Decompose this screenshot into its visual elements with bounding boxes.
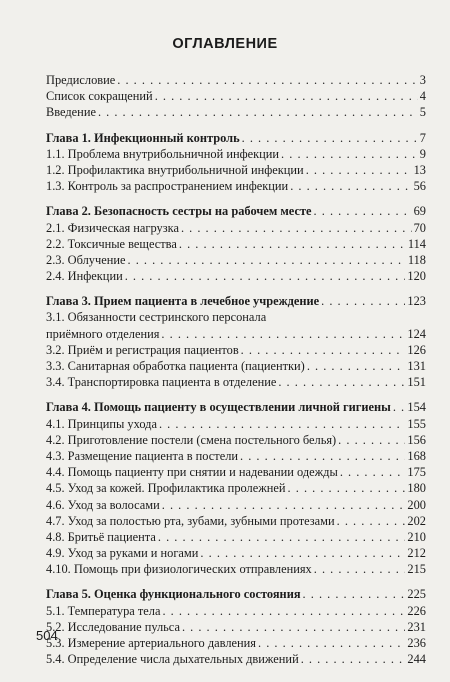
toc-entry-page: 3 [419, 73, 426, 87]
toc-entry-label: 1.1. Проблема внутрибольничной инфекции [46, 146, 280, 161]
toc-entry-page: 155 [407, 416, 426, 431]
toc-entry-label: 2.3. Облучение [46, 252, 126, 267]
toc-row [46, 268, 426, 284]
toc-leader-dots [158, 529, 406, 545]
toc-row [46, 236, 426, 252]
toc-entry-page: 120 [407, 269, 426, 284]
toc-row [46, 358, 426, 374]
toc-leader-dots [240, 448, 405, 464]
page-number: 504 [36, 628, 58, 643]
toc-entry-label: 2.1. Физическая нагрузка [46, 220, 179, 235]
toc-leader-dots [278, 374, 405, 390]
toc-entry-label: 4.2. Приготовление постели (смена постельного белья) [46, 432, 337, 447]
toc-entry-label: 5.2. Исследование пульса [46, 619, 180, 634]
toc-row [46, 619, 426, 635]
toc-leader-dots [314, 561, 406, 577]
toc-entry-label: 3.3. Санитарная обработка пациента (пациентки) [46, 359, 305, 373]
toc-entry-page: 131 [407, 359, 426, 373]
toc-row [46, 88, 426, 104]
toc-leader-dots [181, 220, 412, 236]
toc-row [46, 178, 426, 194]
toc-entry-page: 244 [407, 652, 426, 667]
toc-entry-page: 202 [407, 513, 426, 528]
toc-row [46, 72, 426, 88]
toc-entry-label: Глава 2. Безопасность сестры на рабочем месте [46, 204, 312, 219]
toc-entry-label: 5.1. Температура тела [46, 603, 161, 618]
toc-entry-label: 4.1. Принципы ухода [46, 416, 157, 431]
toc-leader-dots [159, 416, 405, 432]
toc-entry-page: 175 [407, 465, 426, 480]
toc-leader-dots [182, 619, 405, 635]
toc-entry-label: 3.4. Транспортировка пациента в отделение [46, 375, 277, 390]
toc-entry-page: 124 [407, 326, 426, 341]
toc-row [46, 342, 426, 358]
toc-entry-page: 212 [407, 546, 426, 561]
toc-row [46, 448, 426, 464]
toc-leader-dots [125, 268, 406, 284]
toc-row [46, 104, 426, 120]
toc-chapter-row [46, 130, 426, 146]
toc-row [46, 651, 426, 667]
toc-entry-label: Предисловие [46, 73, 116, 87]
toc-row [46, 146, 426, 162]
toc-entry-page: 13 [413, 162, 426, 177]
toc-entry-label: Глава 4. Помощь пациенту в осуществлении личной гигиены [46, 400, 391, 415]
toc-entry-page: 5 [419, 105, 426, 120]
toc-chapter-row [46, 293, 426, 309]
toc-row [46, 374, 426, 390]
toc-leader-dots [393, 399, 406, 415]
toc-leader-dots [200, 545, 405, 561]
toc-row [46, 497, 426, 513]
toc-leader-dots [281, 146, 418, 162]
toc-row [46, 529, 426, 545]
toc-leader-dots [162, 497, 406, 513]
toc-leader-dots [321, 293, 405, 309]
toc-entry-page: 168 [407, 448, 426, 463]
toc-entry-page: 210 [407, 529, 426, 544]
toc-entry-label: 4.6. Уход за волосами [46, 497, 160, 512]
toc-entry-page: 231 [407, 619, 426, 634]
toc-entry-label: 1.3. Контроль за распространением инфекции [46, 179, 289, 194]
toc-leader-dots [307, 358, 406, 374]
toc-entry-page: 7 [419, 130, 426, 145]
table-of-contents [46, 72, 426, 667]
toc-entry-page: 151 [407, 375, 426, 390]
toc-entry-page: 226 [407, 603, 426, 618]
toc-entry-label: Список сокращений [46, 89, 153, 104]
toc-entry-label: Введение [46, 105, 96, 120]
toc-entry-label: 4.4. Помощь пациенту при снятии и надевании одежды [46, 465, 338, 480]
toc-entry-label: Глава 1. Инфекционный контроль [46, 130, 240, 145]
toc-chapter-row [46, 586, 426, 602]
toc-row [46, 162, 426, 178]
toc-entry-page: 118 [407, 252, 426, 267]
toc-entry-page: 215 [407, 562, 426, 577]
toc-leader-dots [162, 603, 405, 619]
toc-row [46, 480, 426, 496]
toc-entry-label: 4.7. Уход за полостью рта, зубами, зубными протезами [46, 513, 335, 528]
toc-entry-label: 4.3. Размещение пациента в постели [46, 448, 239, 463]
toc-row [46, 326, 426, 342]
toc-leader-dots [340, 464, 406, 480]
toc-entry-label: 4.10. Помощь при физиологических отправлениях [46, 562, 312, 577]
toc-entry-page: 56 [413, 179, 426, 194]
toc-row [46, 309, 426, 325]
toc-entry-label: 3.2. Приём и регистрация пациентов [46, 342, 239, 357]
toc-leader-dots [128, 252, 406, 268]
toc-leader-dots [258, 635, 405, 651]
toc-row [46, 513, 426, 529]
toc-chapter-row [46, 399, 426, 415]
toc-leader-dots [290, 178, 411, 194]
toc-row [46, 220, 426, 236]
toc-row [46, 252, 426, 268]
toc-entry-label: Глава 5. Оценка функционального состояния [46, 587, 301, 602]
toc-row [46, 432, 426, 448]
toc-row [46, 464, 426, 480]
toc-entry-label: 5.3. Измерение артериального давления [46, 636, 256, 650]
toc-entry-page: 4 [419, 89, 426, 104]
toc-entry-page: 225 [407, 587, 426, 602]
toc-leader-dots [338, 432, 405, 448]
toc-row [46, 603, 426, 619]
toc-entry-label: 2.4. Инфекции [46, 269, 123, 284]
toc-leader-dots [98, 104, 418, 120]
toc-row [46, 635, 426, 651]
toc-entry-label: 2.2. Токсичные вещества [46, 236, 177, 251]
toc-entry-page: 200 [407, 497, 426, 512]
toc-entry-label: Глава 3. Прием пациента в лечебное учреждение [46, 294, 320, 309]
toc-row [46, 416, 426, 432]
toc-row [46, 561, 426, 577]
toc-entry-page: 70 [413, 220, 426, 235]
toc-leader-dots [155, 88, 418, 104]
toc-entry-page: 236 [407, 636, 426, 650]
toc-entry-page: 69 [413, 204, 426, 219]
toc-entry-page: 126 [407, 342, 426, 357]
toc-chapter-row [46, 203, 426, 219]
toc-entry-label: приёмного отделения [46, 326, 160, 341]
toc-entry-page: 9 [419, 146, 426, 161]
toc-leader-dots [117, 72, 418, 88]
toc-entry-label: 4.9. Уход за руками и ногами [46, 546, 199, 561]
toc-entry-label: 1.2. Профилактика внутрибольничной инфекции [46, 162, 304, 177]
toc-leader-dots [179, 236, 406, 252]
toc-leader-dots [306, 162, 412, 178]
toc-entry-page: 154 [407, 400, 426, 415]
toc-leader-dots [161, 326, 405, 342]
page-title: ОГЛАВЛЕНИЕ [172, 36, 278, 52]
toc-entry-label: 5.4. Определение числа дыхательных движений [46, 652, 299, 667]
toc-entry-label: 4.8. Бритьё пациента [46, 529, 156, 544]
toc-leader-dots [337, 513, 406, 529]
toc-row [46, 545, 426, 561]
toc-leader-dots [288, 480, 406, 496]
toc-entry-page: 114 [407, 236, 426, 251]
toc-entry-page: 180 [407, 481, 426, 496]
toc-entry-page: 123 [407, 294, 426, 309]
toc-leader-dots [314, 203, 412, 219]
toc-leader-dots [242, 130, 418, 146]
toc-entry-page: 156 [407, 432, 426, 447]
toc-entry-label: 4.5. Уход за кожей. Профилактика пролежней [46, 481, 286, 496]
toc-entry-label: 3.1. Обязанности сестринского персонала [46, 310, 267, 325]
toc-leader-dots [301, 651, 406, 667]
toc-leader-dots [303, 586, 406, 602]
toc-leader-dots [241, 342, 406, 358]
